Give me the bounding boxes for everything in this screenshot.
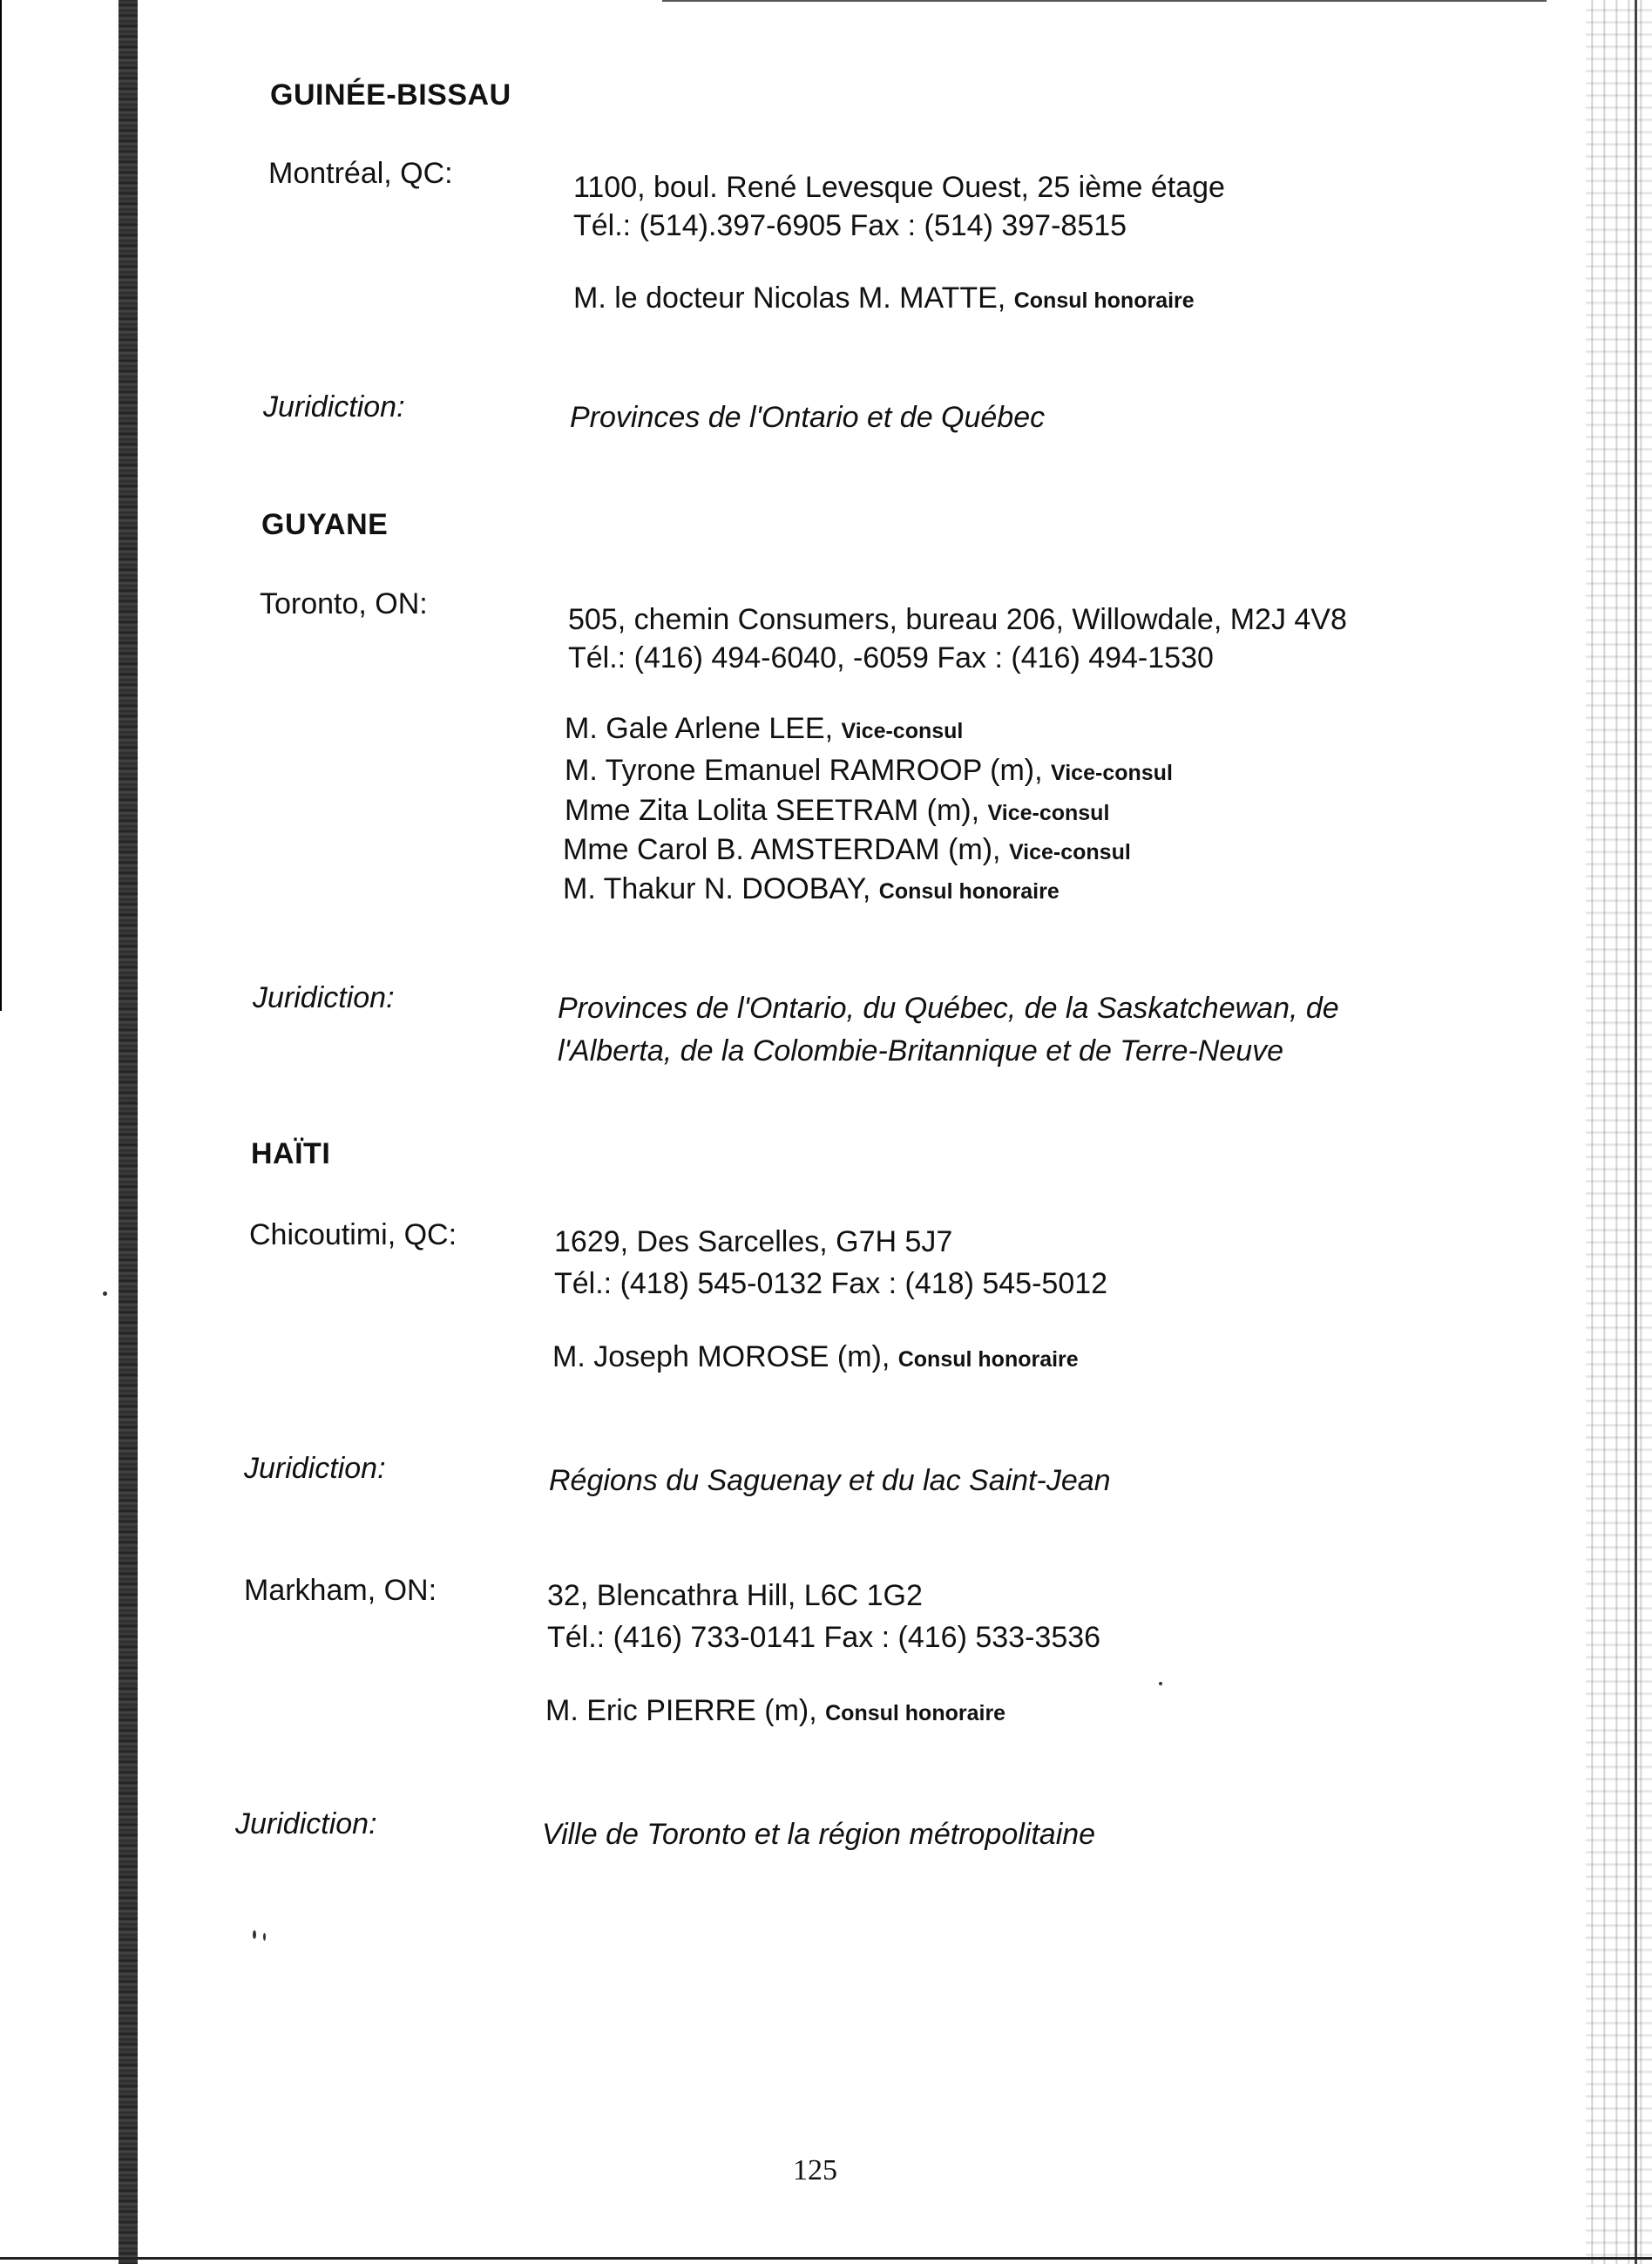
jurisdiction-text: l'Alberta, de la Colombie-Britannique et de Terre-Neuve <box>558 1034 1284 1068</box>
official-entry <box>563 872 1060 906</box>
office-address: 505, chemin Consumers, bureau 206, Willowdale, M2J 4V8 <box>568 603 1347 636</box>
official-entry <box>545 1694 1005 1728</box>
official-name: M. Eric PIERRE (m), <box>545 1694 817 1727</box>
official-entry <box>552 1340 1079 1374</box>
office-city: Montréal, QC: <box>268 157 453 190</box>
country-heading: HAÏTI <box>251 1137 331 1170</box>
scan-edge-right <box>1635 0 1637 2264</box>
office-city: Markham, ON: <box>244 1574 437 1607</box>
scan-edge-bottom <box>0 2257 1652 2260</box>
country-heading: GUINÉE-BISSAU <box>270 78 511 112</box>
jurisdiction-label: Juridiction: <box>263 390 405 424</box>
office-phones: Tél.: (418) 545-0132 Fax : (418) 545-5012 <box>554 1267 1108 1300</box>
official-entry <box>565 712 963 746</box>
official-entry <box>565 794 1109 828</box>
jurisdiction-text: Régions du Saguenay et du lac Saint-Jean <box>549 1464 1111 1497</box>
scan-edge-right-noise <box>1586 0 1652 2264</box>
official-name: Mme Carol B. AMSTERDAM (m), <box>563 833 1001 866</box>
office-address: 32, Blencathra Hill, L6C 1G2 <box>547 1579 923 1612</box>
office-phones: Tél.: (514).397-6905 Fax : (514) 397-8515 <box>573 209 1127 242</box>
official-title: Consul honoraire <box>897 1347 1079 1372</box>
country-heading: GUYANE <box>261 508 389 541</box>
jurisdiction-text: Provinces de l'Ontario, du Québec, de la Saskatchewan, de <box>558 992 1339 1025</box>
scan-binding-shadow <box>118 0 138 2264</box>
scan-speck <box>263 1933 266 1941</box>
office-city: Chicoutimi, QC: <box>249 1218 457 1251</box>
office-city: Toronto, ON: <box>260 587 428 620</box>
jurisdiction-label: Juridiction: <box>235 1807 377 1840</box>
official-title: Vice-consul <box>1008 840 1131 864</box>
official-title: Consul honoraire <box>878 879 1060 904</box>
official-entry <box>563 833 1131 867</box>
office-phones: Tél.: (416) 494-6040, -6059 Fax : (416) 494-1530 <box>568 641 1214 674</box>
official-title: Vice-consul <box>841 719 964 743</box>
official-name: M. le docteur Nicolas M. MATTE, <box>573 281 1006 315</box>
scan-speck <box>253 1930 256 1939</box>
page-number: 125 <box>793 2154 837 2186</box>
official-title: Vice-consul <box>1051 761 1173 785</box>
scan-edge-left-thin <box>0 0 2 1011</box>
official-name: M. Gale Arlene LEE, <box>565 712 834 745</box>
scan-speck <box>103 1291 107 1296</box>
official-name: Mme Zita Lolita SEETRAM (m), <box>565 794 980 827</box>
jurisdiction-label: Juridiction: <box>244 1452 386 1485</box>
official-title: Consul honoraire <box>825 1701 1006 1725</box>
scan-speck <box>1159 1682 1162 1685</box>
official-entry <box>573 281 1195 315</box>
office-address: 1629, Des Sarcelles, G7H 5J7 <box>554 1225 953 1258</box>
official-name: M. Tyrone Emanuel RAMROOP (m), <box>565 754 1043 787</box>
jurisdiction-text: Provinces de l'Ontario et de Québec <box>570 401 1046 434</box>
official-title: Consul honoraire <box>1013 288 1195 313</box>
jurisdiction-label: Juridiction: <box>253 981 395 1014</box>
scan-edge-top <box>662 0 1547 2</box>
official-entry <box>565 754 1173 788</box>
official-name: M. Thakur N. DOOBAY, <box>563 872 871 905</box>
official-title: Vice-consul <box>987 801 1110 825</box>
office-address: 1100, boul. René Levesque Ouest, 25 ième étage <box>573 171 1225 204</box>
official-name: M. Joseph MOROSE (m), <box>552 1340 890 1373</box>
office-phones: Tél.: (416) 733-0141 Fax : (416) 533-3536 <box>547 1621 1101 1654</box>
jurisdiction-text: Ville de Toronto et la région métropolitaine <box>542 1818 1096 1851</box>
